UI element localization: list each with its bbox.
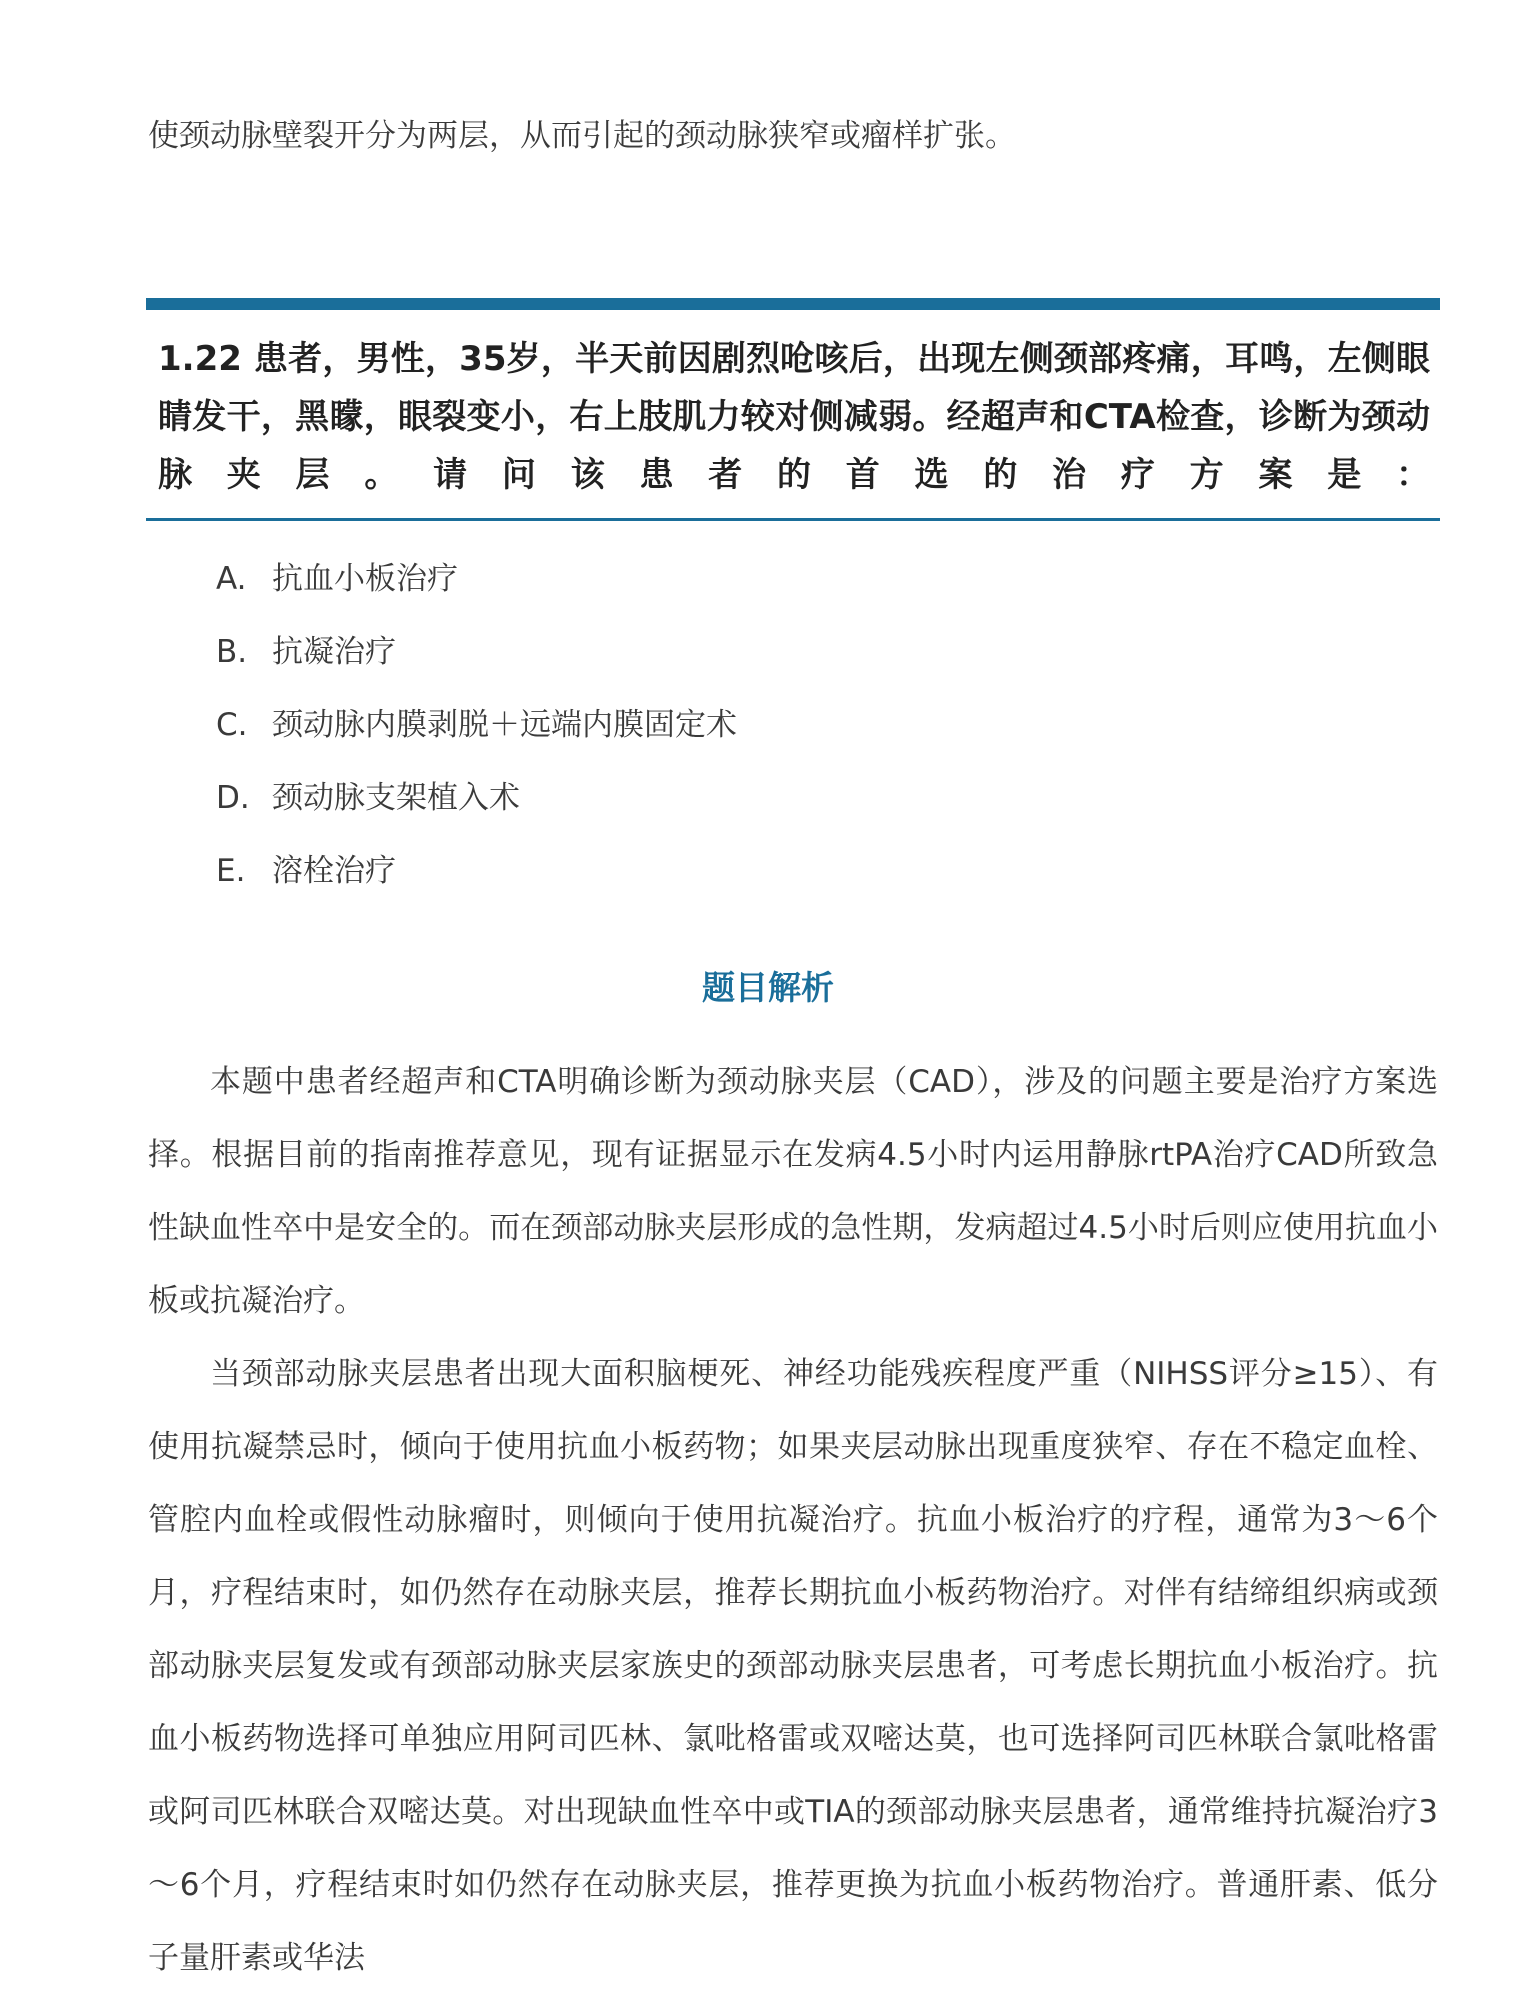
option-c [216, 689, 1316, 762]
option-list [216, 543, 1316, 908]
option-text: 颈动脉内膜剥脱＋远端内膜固定术 [272, 707, 737, 743]
option-text: 颈动脉支架植入术 [272, 780, 520, 816]
analysis-body [148, 1046, 1438, 1995]
option-text: 抗血小板治疗 [272, 561, 458, 597]
option-e [216, 835, 1316, 908]
analysis-paragraph-2: 当颈部动脉夹层患者出现大面积脑梗死、神经功能残疾程度严重（NIHSS评分≥15）、有使用抗凝禁忌时，倾向于使用抗血小板药物；如果夹层动脉出现重度狭窄、存在不稳定血栓、管腔内血栓或假性动脉瘤时，则倾向于使用抗凝治疗。抗血小板治疗的疗程，通常为3～6个月，疗程结束时，如仍然存在动脉夹层，推荐长期抗血小板药物治疗。对伴有结缔组织病或颈部动脉夹层复发或有颈部动脉夹层家族史的颈部动脉夹层患者，可考虑长期抗血小板治疗。抗血小板药物选择可单独应用阿司匹林、氯吡格雷或双嘧达莫，也可选择阿司匹林联合氯吡格雷或阿司匹林联合双嘧达莫。对出现缺血性卒中或TIA的颈部动脉夹层患者，通常维持抗凝治疗3～6个月，疗程结束时如仍然存在动脉夹层，推荐更换为抗血小板药物治疗。普通肝素、低分子量肝素或华法 [148, 1356, 1438, 1976]
question-text: 1.22 患者，男性，35岁，半天前因剧烈呛咳后，出现左侧颈部疼痛，耳鸣，左侧眼睛发干，黑矇，眼裂变小，右上肢肌力较对侧减弱。经超声和CTA检查，诊断为颈动脉夹层。请问该患者的首选的治疗方案是： [158, 339, 1430, 495]
option-letter: A. [216, 561, 247, 597]
option-text: 抗凝治疗 [272, 634, 396, 670]
analysis-title: 题目解析 [702, 968, 834, 1007]
option-letter: E. [216, 853, 246, 889]
question-box [146, 298, 1440, 521]
option-letter: C. [216, 707, 248, 743]
option-letter: B. [216, 634, 248, 670]
option-a [216, 543, 1316, 616]
analysis-paragraph-1: 本题中患者经超声和CTA明确诊断为颈动脉夹层（CAD），涉及的问题主要是治疗方案选择。根据目前的指南推荐意见，现有证据显示在发病4.5小时内运用静脉rtPA治疗CAD所致急性缺血性卒中是安全的。而在颈部动脉夹层形成的急性期，发病超过4.5小时后则应使用抗血小板或抗凝治疗。 [148, 1064, 1438, 1319]
option-text: 溶栓治疗 [272, 853, 396, 889]
option-letter: D. [216, 780, 250, 816]
option-d [216, 762, 1316, 835]
intro-text: 使颈动脉壁裂开分为两层，从而引起的颈动脉狭窄或瘤样扩张。 [148, 118, 1016, 154]
option-b [216, 616, 1316, 689]
